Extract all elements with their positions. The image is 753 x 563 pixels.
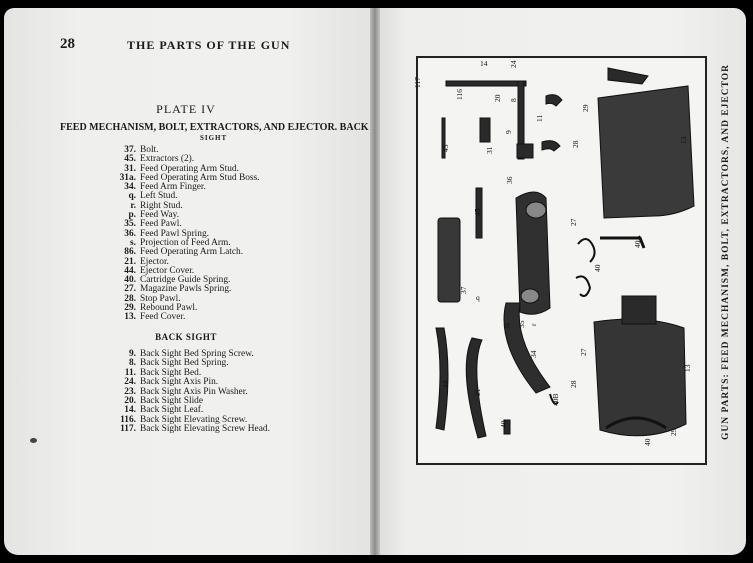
callout-label: 29 [669,428,678,436]
callout-label: 27 [569,218,578,226]
section-heading [60,122,369,142]
back-sight-leaf-part [446,81,526,86]
ejector-cover-part [436,328,448,430]
item-number: 117. [120,424,136,435]
callout-label: 45 [441,144,450,152]
item-name: Feed Way. [140,210,180,221]
extractor-part [438,218,460,302]
item-name: Feed Pawl Spring. [140,228,210,239]
back-sight-heading: BACK SIGHT [155,332,217,342]
item-number: 35. [124,219,136,230]
callout-label: 20 [493,94,502,102]
bolt-hole-part [526,202,546,218]
callout-label: q [476,293,480,302]
item-number: p. [128,210,136,221]
item-number: s. [130,237,136,248]
feed-cover-part [598,86,694,218]
item-number: 37. [124,145,136,155]
bolt-hole-part [521,289,539,303]
item-number: 23. [124,386,136,397]
callout-label: 28 [571,140,580,148]
item-number: 36. [124,228,136,239]
item-name: Feed Operating Arm Stud. [140,163,239,174]
item-number: 13. [124,312,136,323]
feed-cover-latch-part [608,68,648,84]
spring-part [576,276,590,296]
callout-label: 35 [517,320,526,328]
callout-label: 24 [509,60,518,68]
callout-label: 117 [413,77,422,88]
callout-label: 21 [473,388,482,396]
item-number: 45. [124,154,136,165]
item-number: 9. [128,349,136,359]
item-number: 24. [124,377,136,388]
spring-part [578,239,595,262]
callout-label: 45 [473,208,482,216]
callout-label: 8 [509,98,518,102]
ink-spot [30,438,37,443]
item-number: q. [128,191,136,202]
callout-label: 28 [569,380,578,388]
back-sight-list [112,350,270,435]
item-number: 21. [124,256,136,267]
parts-illustration [413,58,705,463]
callout-label: 11 [535,114,544,122]
item-name: Back Sight Bed Spring Screw. [140,349,254,359]
callout-label: 40 [499,420,508,428]
item-number: r. [130,200,136,211]
item-number: 11. [124,367,136,378]
item-number: 86. [124,247,136,258]
callout-label: 13 [683,364,692,372]
callout-label: 13 [679,136,688,144]
list-item [112,425,270,434]
item-name: Back Sight Bed. [140,367,202,378]
feed-arm-part [504,303,550,393]
item-number: 20. [124,396,136,407]
item-number: 28. [124,293,136,304]
lower-feed-cover-top-part [622,296,656,324]
callout-label: 40A [633,235,642,248]
callout-label: 37 [459,286,468,294]
item-name: Back Sight Leaf. [140,405,204,416]
item-name: Left Stud. [140,191,178,202]
item-name: Feed Cover. [140,312,186,323]
item-name: Feed Operating Arm Stud Boss. [140,172,260,183]
section-heading-text: FEED MECHANISM, BOLT, EXTRACTORS, AND EJECTOR. BACK [60,122,369,133]
item-number: 8. [128,358,136,369]
item-name: Feed Pawl. [140,219,182,230]
plate-title: PLATE IV [156,102,216,116]
plate-illustration-frame [413,56,707,465]
callout-label: r [529,323,538,326]
running-head: THE PARTS OF THE GUN [127,38,291,52]
back-sight-slide-part [517,144,533,158]
rebound-pawl-part [542,141,560,151]
item-name: Back Sight Elevating Screw. [140,414,248,425]
item-name: Back Sight Elevating Screw Head. [140,424,270,435]
item-name: Projection of Feed Arm. [140,237,231,248]
section-heading-sub: SIGHT [200,134,228,142]
callout-label: 34 [529,350,538,358]
item-number: 31a. [119,172,136,183]
item-number: 29. [124,303,136,314]
callout-label: 9 [504,130,513,134]
item-number: 40. [124,275,136,286]
item-name: Extractors (2). [140,154,195,165]
item-name: Ejector Cover. [140,265,195,276]
item-name: Back Sight Axis Pin Washer. [140,386,248,397]
callout-label: 40B [551,393,560,406]
callout-label: 31 [485,146,494,154]
callout-label: 40 [643,438,652,446]
item-name: Feed Operating Arm Latch. [140,247,244,258]
item-number: 116. [120,414,136,425]
callout-label: 44 [441,380,450,388]
item-name: Feed Arm Finger. [140,182,206,193]
back-sight-clamp-part [480,118,490,142]
item-number: 27. [124,284,136,295]
page-number: 28 [60,36,75,52]
ejector-part [466,338,486,438]
callout-label: 36 [505,176,514,184]
item-name: Right Stud. [140,200,183,211]
item-number: 31. [124,163,136,174]
stop-pawl-part [546,95,562,106]
item-name: Rebound Pawl. [140,303,198,314]
plate-side-caption: GUN PARTS: FEED MECHANISM, BOLT, EXTRACTORS, AND EJECTOR [721,63,731,441]
item-number: 14. [124,405,136,416]
item-name: Cartridge Guide Spring. [140,275,231,286]
item-name: Back Sight Bed Spring. [140,358,229,369]
callout-label: 14 [480,59,488,68]
item-number: 34. [124,182,136,193]
list-item [112,313,260,322]
callout-label: 27 [579,348,588,356]
item-name: Stop Pawl. [140,293,181,304]
callout-label: 29 [581,104,590,112]
item-name: Bolt. [140,145,159,155]
book-gutter [370,8,380,555]
item-name: Back Sight Slide [140,396,204,407]
item-name: Ejector. [140,256,169,267]
item-number: 44. [124,265,136,276]
parts-list [112,146,260,323]
callout-label: 116 [455,89,464,100]
item-name: Magazine Pawls Spring. [140,284,232,295]
callout-label: 40 [593,264,602,272]
callout-label: 36 [503,322,512,330]
item-name: Back Sight Axis Pin. [140,377,219,388]
